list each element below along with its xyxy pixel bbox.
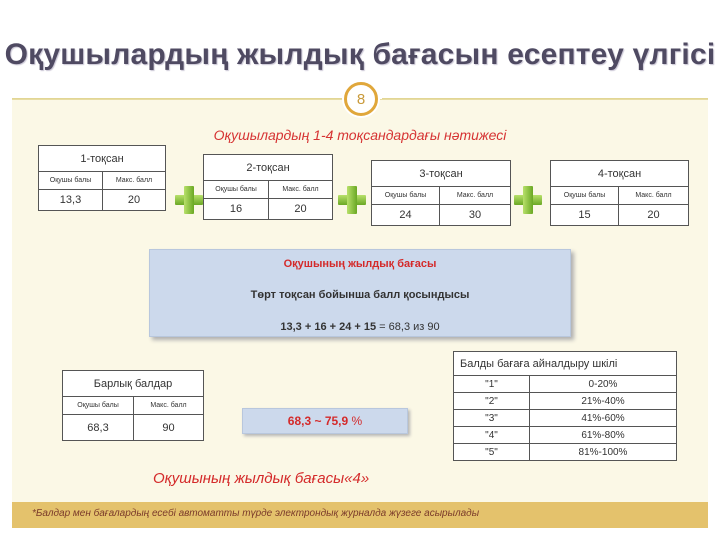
conversion-header: Балды бағаға айналдыру шкілі: [454, 352, 677, 376]
total-header: Барлық балдар: [63, 371, 204, 397]
range-cell: 41%-60%: [530, 410, 677, 427]
total-col-max: Макс. балл: [134, 397, 204, 415]
table-row: [454, 410, 677, 427]
quarter-2-score: 16: [204, 199, 269, 220]
quarter-1-header: 1-тоқсан: [39, 146, 166, 172]
plus-icon: [514, 186, 542, 214]
annual-grade-result: Оқушының жылдық бағасы«4»: [153, 470, 370, 487]
quarter-3-max: 30: [440, 205, 511, 226]
quarter-2-col-max: Макс. балл: [269, 181, 333, 199]
quarter-3-col-max: Макс. балл: [440, 187, 511, 205]
quarter-4-header: 4-тоқсан: [551, 161, 689, 187]
plus-icon: [175, 186, 203, 214]
footer-band: [12, 502, 708, 528]
annual-grade-title: Оқушының жылдық бағасы: [283, 258, 437, 270]
quarter-2-table: [203, 154, 333, 220]
table-row: [454, 393, 677, 410]
quarter-4-col-score: Оқушы балы: [551, 187, 619, 205]
divider-left: [12, 98, 342, 99]
annual-grade-box: [149, 249, 571, 337]
total-score: 68,3: [63, 415, 134, 441]
quarter-3-col-score: Оқушы балы: [372, 187, 440, 205]
formula-result: = 68,3 из 90: [376, 321, 440, 333]
quarter-1-max: 20: [103, 190, 166, 211]
quarter-4-score: 15: [551, 205, 619, 226]
table-row: [454, 427, 677, 444]
range-cell: 0-20%: [530, 376, 677, 393]
quarter-3-table: [371, 160, 511, 226]
grade-cell: "4": [454, 427, 530, 444]
annual-grade-formula: [150, 321, 570, 333]
range-cell: 81%-100%: [530, 444, 677, 461]
quarter-2-header: 2-тоқсан: [204, 155, 333, 181]
slide-subtitle: Оқушылардың 1-4 тоқсандардағы нәтижесі: [213, 127, 507, 143]
plus-icon: [338, 186, 366, 214]
quarter-3-header: 3-тоқсан: [372, 161, 511, 187]
total-table: [62, 370, 204, 441]
quarter-4-max: 20: [619, 205, 689, 226]
page-number-badge: [344, 82, 378, 116]
range-cell: 21%-40%: [530, 393, 677, 410]
quarter-3-score: 24: [372, 205, 440, 226]
total-col-score: Оқушы балы: [63, 397, 134, 415]
table-row: [454, 444, 677, 461]
formula-sum: 13,3 + 16 + 24 + 15: [280, 321, 377, 333]
page-number: 8: [356, 90, 366, 108]
conversion-table: [453, 351, 677, 461]
grade-cell: "2": [454, 393, 530, 410]
quarter-1-table: [38, 145, 166, 211]
quarter-1-col-score: Оқушы балы: [39, 172, 103, 190]
range-cell: 61%-80%: [530, 427, 677, 444]
quarter-1-score: 13,3: [39, 190, 103, 211]
footer-note: *Балдар мен бағалардың есебі автоматты түрде электрондық журналда жүзеге асырылады: [32, 508, 480, 519]
annual-grade-description: Төрт тоқсан бойынша балл қосындысы: [250, 289, 470, 301]
quarter-1-col-max: Макс. балл: [103, 172, 166, 190]
grade-cell: "3": [454, 410, 530, 427]
grade-cell: "1": [454, 376, 530, 393]
percentage-range: 68,3 ~ 75,9: [287, 414, 349, 428]
percentage-sign: %: [348, 414, 363, 428]
quarter-2-col-score: Оқушы балы: [204, 181, 269, 199]
slide-title: Оқушылардың жылдық бағасын есептеу үлгісі: [4, 38, 716, 71]
quarter-4-table: [550, 160, 689, 226]
quarter-4-col-max: Макс. балл: [619, 187, 689, 205]
percentage-range-box: [242, 408, 408, 434]
divider-right: [382, 98, 708, 99]
total-max: 90: [134, 415, 204, 441]
grade-cell: "5": [454, 444, 530, 461]
table-row: [454, 376, 677, 393]
quarter-2-max: 20: [269, 199, 333, 220]
